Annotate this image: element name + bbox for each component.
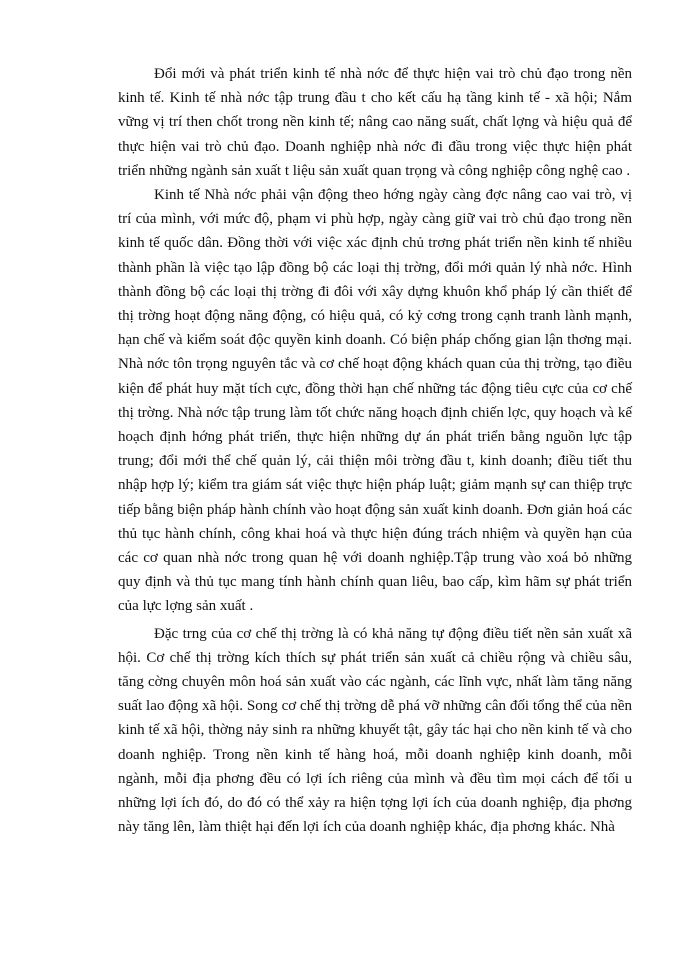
paragraph-state-economy-role: Kinh tế Nhà nớc phải vận động theo hớng ngày càng đợc nâng cao vai trò, vị trí của mình, với mức độ, phạm vi phù hợp, ngày càng giữ vai trò chủ đạo trong nền kinh tế quốc dân. Đồng thời với việc xác định chủ trơng phát triển nền kinh tế nhiều thành phần là việc tạo lập đồng bộ các loại thị trờng, đổi mới quản lý nhà nớc. Hình thành đồng bộ các loại thị trờng đi đôi với xây dựng khuôn khổ pháp lý cần thiết để thị trờng hoạt động năng động, có hiệu quả, có kỷ cơng trong cạnh tranh lành mạnh, hạn chế và kiểm soát độc quyền kinh doanh. Có biện pháp chống gian lận thơng mại. Nhà nớc tôn trọng nguyên tắc và cơ chế hoạt động khách quan của thị trờng, tạo điều kiện để phát huy mặt tích cực, đồng thời hạn chế những tác động tiêu cực của cơ chế thị trờng. Nhà nớc tập trung làm tốt chức năng hoạch định chiến lợc, quy hoạch và kế hoạch định hớng phát triển, thực hiện những dự án phát triển bằng nguồn lực tập trung; đổi mới thể chế quản lý, cải thiện môi trờng đầu t, kinh doanh; điều tiết thu nhập hợp lý; kiểm tra giám sát việc thực hiện pháp luật; giảm mạnh sự can thiệp trực tiếp bằng biện pháp hành chính vào hoạt động sản xuất kinh doanh. Đơn giản hoá các thủ tục hành chính, công khai hoá và thực hiện đúng trách nhiệm và quyền hạn của các cơ quan nhà nớc trong quan hệ với doanh nghiệp.Tập trung vào xoá bỏ những quy định và thủ tục mang tính hành chính quan liêu, bao cấp, kìm hãm sự phát triển của lực lợng sản xuất . — [118, 187, 632, 615]
paragraph-market-mechanism: Đặc trng của cơ chế thị trờng là có khả năng tự động điều tiết nền sản xuất xã hội. Cơ chế thị trờng kích thích sự phát triển sản xuất cả chiều rộng và chiều sâu, tăng cờng chuyên môn hoá sản xuất vào các ngành, các lĩnh vực, nhất làm tăng năng suất lao động xã hội. Song cơ chế thị trờng dễ phá vỡ những cân đối tổng thể của nền kinh tế xã hội, thờng nảy sinh ra những khuyết tật, gây tác hại cho nền kinh tế và cho doanh nghiệp. Trong nền kinh tế hàng hoá, mỗi doanh nghiệp kinh doanh, mỗi ngành, mỗi địa phơng đều có lợi ích riêng của mình và đều tìm mọi cách để tối u những lợi ích đó, do đó có thể xảy ra hiện tợng lợi ích của doanh nghiệp, địa phơng này tăng lên, làm thiệt hại đến lợi ích của doanh nghiệp khác, địa phơng khác. Nhà — [118, 625, 632, 836]
document-body — [118, 62, 632, 840]
paragraph-state-economy-reform: Đổi mới và phát triển kinh tế nhà nớc để thực hiện vai trò chủ đạo trong nền kinh tế. Kinh tế nhà nớc tập trung đầu t cho kết cấu hạ tầng kinh tế - xã hội; Nắm vững vị trí then chốt trong nền kinh tế; nâng cao năng suất, chất lợng và hiệu quả để thực hiện vai trò chủ đạo. Doanh nghiệp nhà nớc đi đầu trong việc thực hiện phát triển những ngành sản xuất t liệu sản xuất quan trọng và công nghiệp công nghệ cao . — [118, 66, 632, 179]
